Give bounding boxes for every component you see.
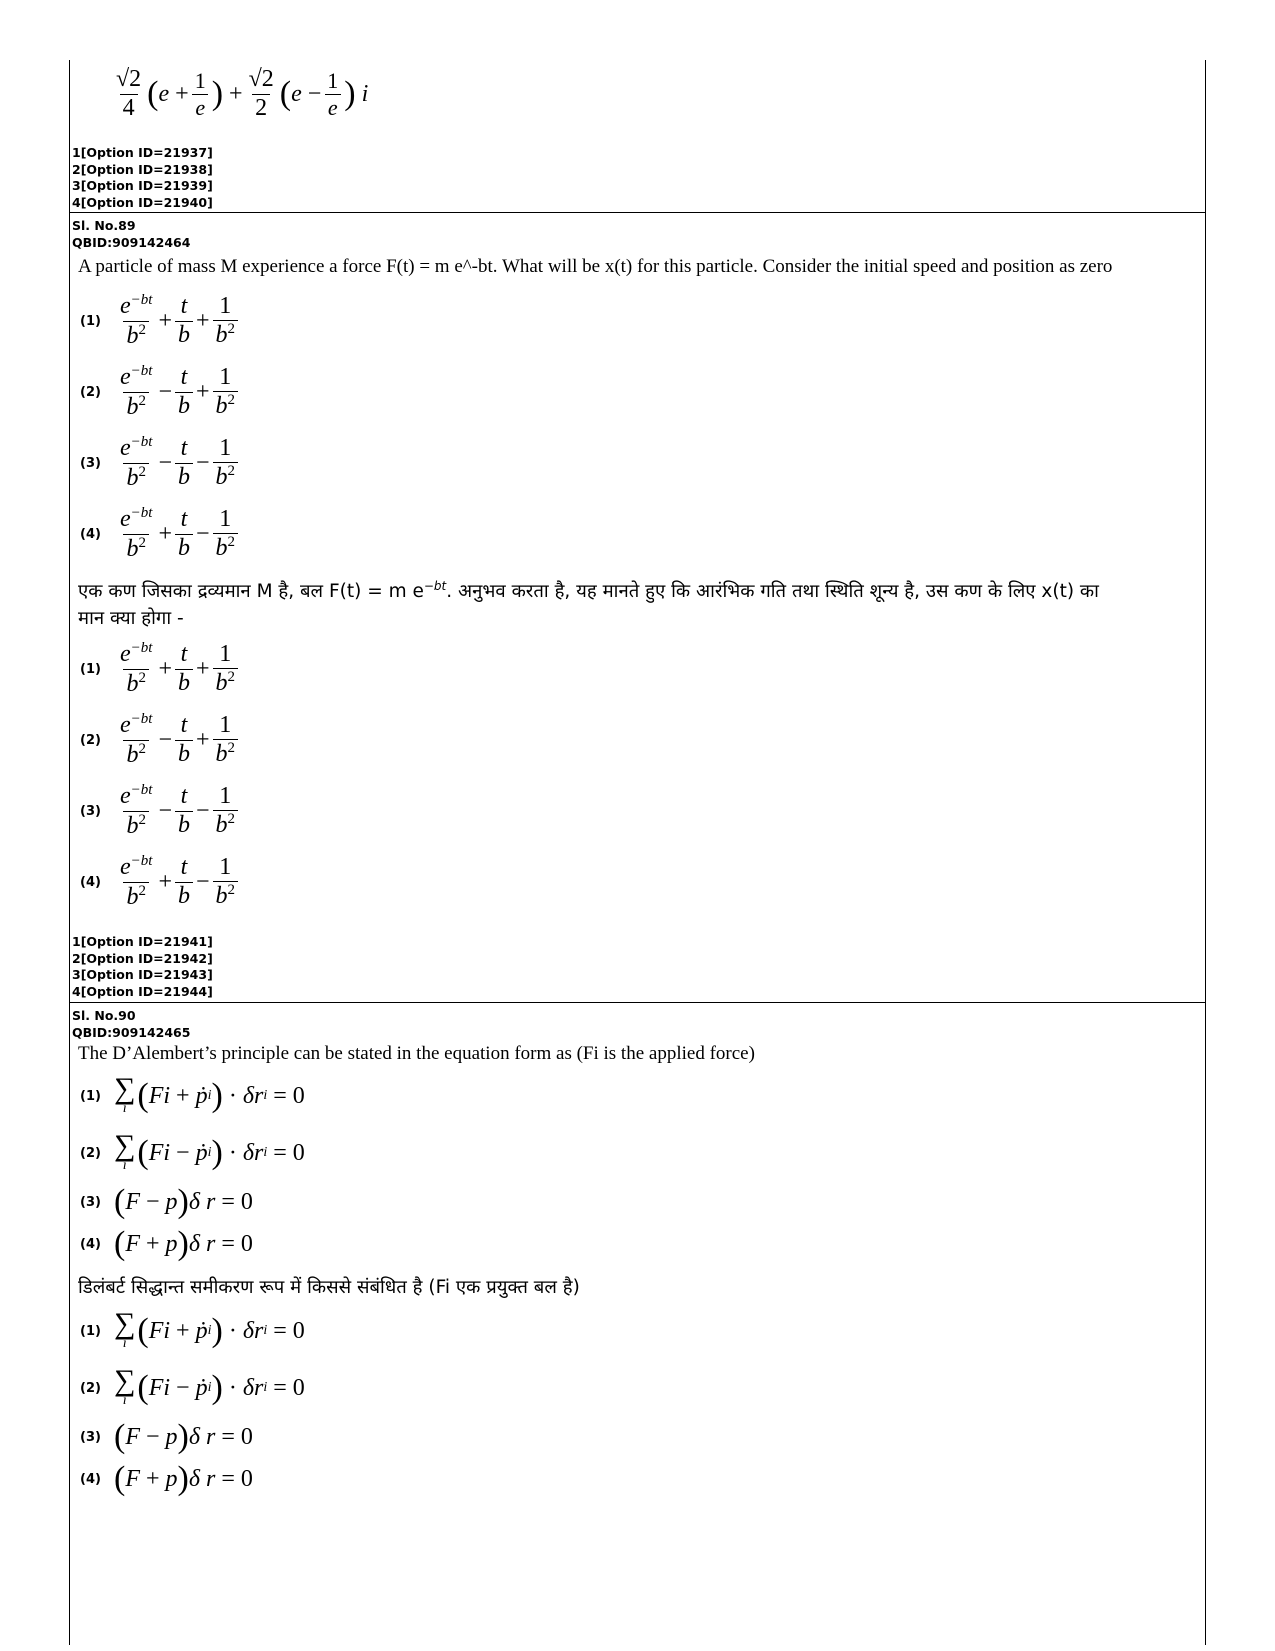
serial-number: Sl. No.89 [72, 218, 136, 233]
option-label: (3) [80, 1429, 101, 1445]
option-label: (4) [80, 526, 101, 542]
q90-en-option-3: (3) ( F − p ) δ r = 0 [80, 1183, 253, 1220]
option-label: (4) [80, 1471, 101, 1487]
q89-hi-option-3: (3) $\frac{e^{-bt}}{b^2}$ − $\frac{t}{b}$ − $\frac{1}{b^2}$ [80, 776, 241, 846]
q89-en-option-4: (4) $\frac{e^{-bt}}{b^2}$ + $\frac{t}{b}$ − $\frac{1}{b^2}$ [80, 499, 241, 569]
sign: + [196, 655, 210, 682]
option-label: (3) [80, 803, 101, 819]
option-label: (1) [80, 1088, 101, 1104]
sign: − [196, 520, 210, 547]
option-label: (1) [80, 661, 101, 677]
option-id: 4[Option ID=21940] [72, 194, 213, 210]
sign: − [158, 797, 172, 824]
sign: + [158, 520, 172, 547]
sign: − [158, 378, 172, 405]
q88-option-expression: $\frac{√2}{4}$ ( e + $\frac{1}{e}$ ) + $\frac{√2}{2}$ ( e − $\frac{1}{e}$ ) i [116, 66, 369, 121]
divider [69, 1002, 1206, 1003]
q90-hi-option-3: (3) ( F − p ) δ r = 0 [80, 1418, 253, 1455]
q89-hi-option-4: (4) $\frac{e^{-bt}}{b^2}$ + $\frac{t}{b}$ − $\frac{1}{b^2}$ [80, 847, 241, 917]
question-text: A particle of mass M experience a force F(t) = m e^-bt. What will be x(t) for this particle. Consider the initial speed and position as zero [78, 256, 1113, 277]
sign: + [196, 726, 210, 753]
serial-number: Sl. No.90 [72, 1008, 136, 1023]
divider [69, 212, 1206, 213]
option-label: (2) [80, 384, 101, 400]
option-id: 2[Option ID=21938] [72, 161, 213, 177]
q90-en-option-4: (4) ( F + p ) δ r = 0 [80, 1225, 253, 1262]
question-text: The D’Alembert’s principle can be stated in the equation form as (Fi is the applied force) [78, 1043, 755, 1064]
q90-en-option-1: (1) ∑ i ( Fi + ṗ i ) · δr i = 0 [80, 1072, 305, 1116]
q89-hi-option-2: (2) $\frac{e^{-bt}}{b^2}$ − $\frac{t}{b}$ + $\frac{1}{b^2}$ [80, 705, 241, 775]
option-label: (4) [80, 1236, 101, 1252]
option-label: (2) [80, 732, 101, 748]
question-text-hindi: मान क्या होगा - [78, 608, 184, 629]
q89-en-option-2: (2) $\frac{e^{-bt}}{b^2}$ − $\frac{t}{b}$ + $\frac{1}{b^2}$ [80, 357, 241, 427]
q89-header [72, 218, 190, 251]
option-id: 1[Option ID=21937] [72, 145, 213, 160]
option-id: 4[Option ID=21944] [72, 983, 213, 999]
sign: − [158, 726, 172, 753]
option-label: (2) [80, 1145, 101, 1161]
qbid: QBID:909142464 [72, 234, 191, 250]
sign: + [196, 307, 210, 334]
option-id: 1[Option ID=21941] [72, 934, 213, 949]
option-label: (1) [80, 313, 101, 329]
qbid: QBID:909142465 [72, 1024, 191, 1040]
q89-en-option-1: (1) $\frac{e^{-bt}}{b^2}$ + $\frac{t}{b}$ + $\frac{1}{b^2}$ [80, 286, 241, 356]
q89-question-hindi-line1: एक कण जिसका द्रव्यमान M है, बल F(t) = m $e^{-bt}$. अनुभव करता है, यह मानते हुए कि आरंभिक गति तथा स्थिति शून्य है, उस कण के लिए x(t) का [78, 578, 1099, 602]
option-label: (1) [80, 1323, 101, 1339]
sign: + [158, 307, 172, 334]
q88-option-ids [72, 145, 213, 211]
q90-hi-option-4: (4) ( F + p ) δ r = 0 [80, 1460, 253, 1497]
option-id: 3[Option ID=21939] [72, 178, 213, 193]
option-label: (3) [80, 455, 101, 471]
q89-en-option-3: (3) $\frac{e^{-bt}}{b^2}$ − $\frac{t}{b}$ − $\frac{1}{b^2}$ [80, 428, 241, 498]
sign: + [158, 868, 172, 895]
option-label: (2) [80, 1380, 101, 1396]
q89-question-hindi-line2 [78, 605, 184, 630]
q90-question-hindi [78, 1274, 580, 1299]
option-id: 3[Option ID=21943] [72, 967, 213, 982]
sign: + [158, 655, 172, 682]
q89-question-english [78, 256, 1112, 278]
sign: − [196, 868, 210, 895]
question-text-hindi: डिलंबर्ट सिद्धान्त समीकरण रूप में किससे संबंधित है (Fi एक प्रयुक्त बल है) [78, 1277, 580, 1298]
q89-option-ids [72, 934, 213, 1000]
q90-en-option-2: (2) ∑ i ( Fi − ṗ i ) · δr i = 0 [80, 1129, 305, 1173]
q90-hi-option-1: (1) ∑ i ( Fi + ṗ i ) · δr i = 0 [80, 1307, 305, 1351]
q90-header [72, 1008, 190, 1041]
option-label: (4) [80, 874, 101, 890]
q90-hi-option-2: (2) ∑ i ( Fi − ṗ i ) · δr i = 0 [80, 1364, 305, 1408]
question-text-hindi: एक कण जिसका द्रव्यमान M है, बल F(t) = m e [78, 581, 424, 602]
sign: − [158, 449, 172, 476]
question-text-hindi-cont: . अनुभव करता है, यह मानते हुए कि आरंभिक गति तथा स्थिति शून्य है, उस कण के लिए x(t) का [446, 581, 1099, 602]
sign: + [196, 378, 210, 405]
q89-hi-option-1: (1) $\frac{e^{-bt}}{b^2}$ + $\frac{t}{b}$ + $\frac{1}{b^2}$ [80, 634, 241, 704]
option-label: (3) [80, 1194, 101, 1210]
sign: − [196, 797, 210, 824]
q90-question-english [78, 1043, 755, 1065]
sign: − [196, 449, 210, 476]
option-id: 2[Option ID=21942] [72, 950, 213, 966]
